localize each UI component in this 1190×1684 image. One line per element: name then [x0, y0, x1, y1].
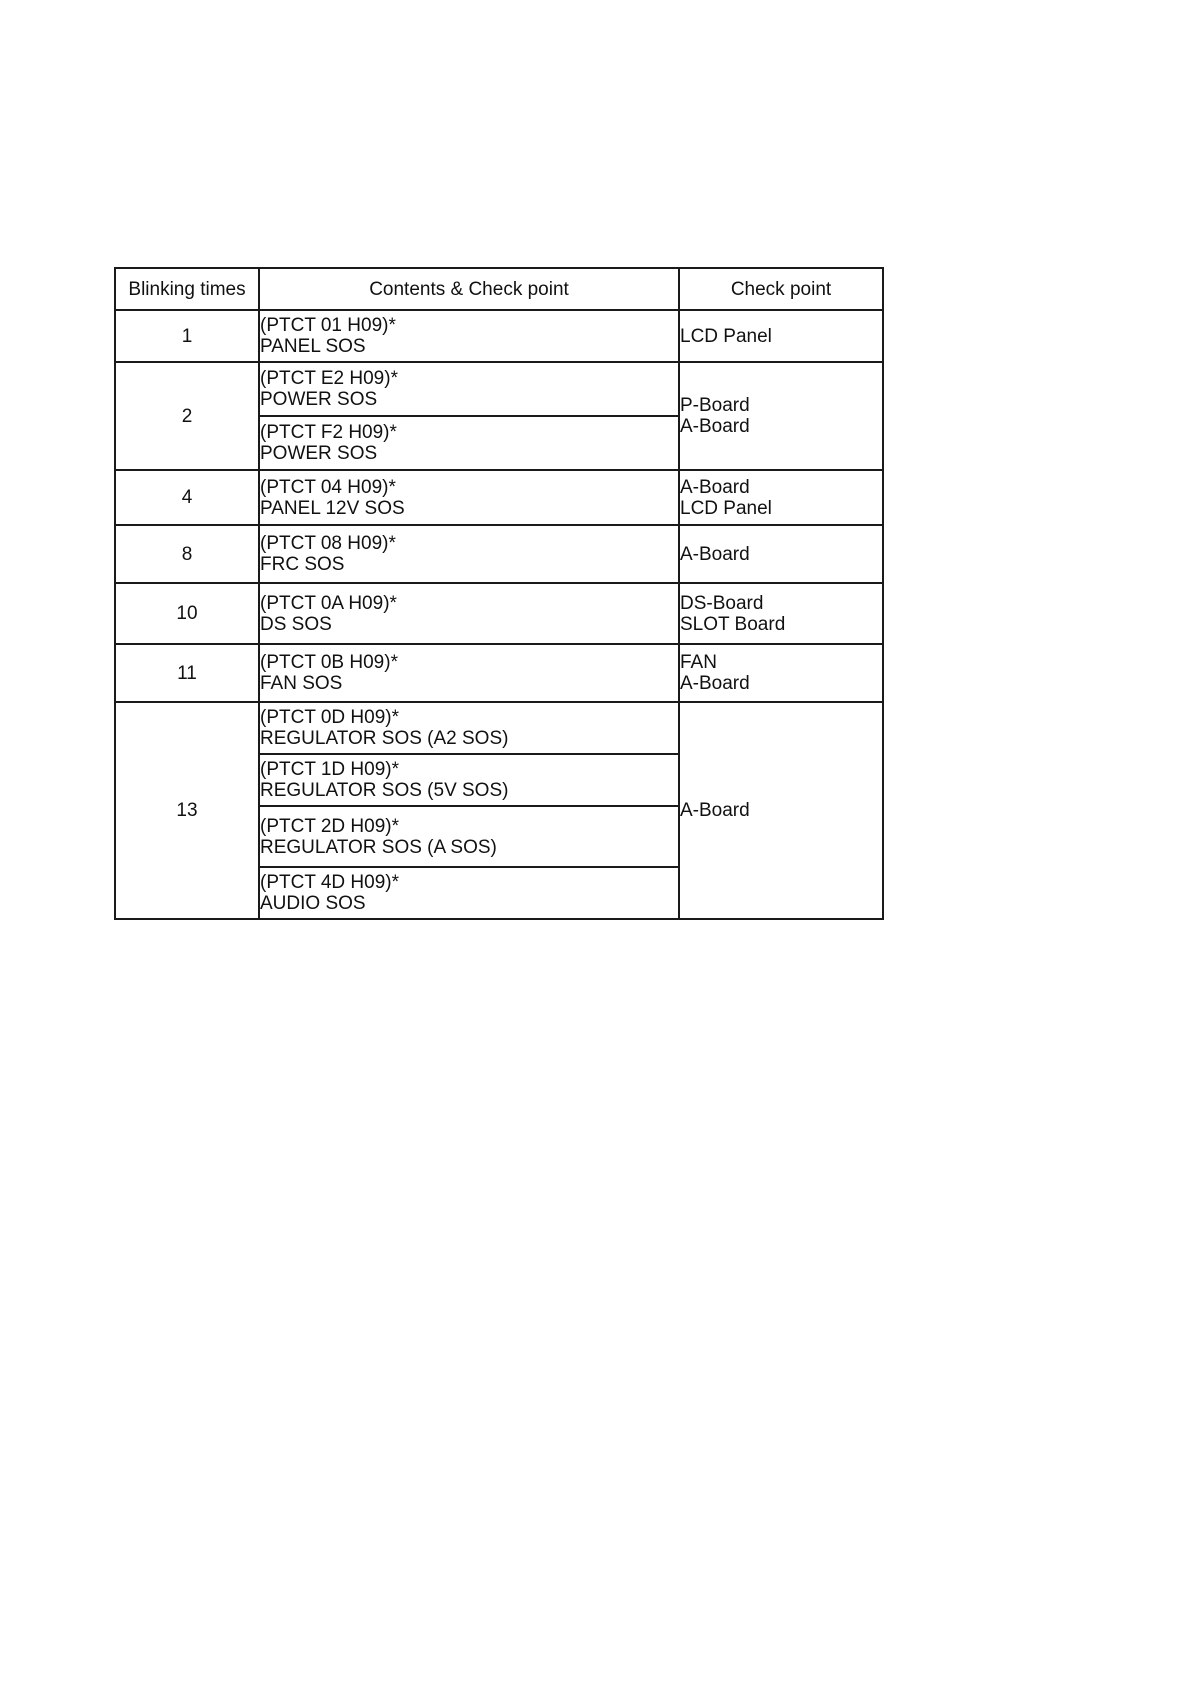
- sos-label: FAN SOS: [260, 673, 343, 694]
- check-point-item: A-Board: [680, 673, 750, 694]
- contents-cell: [259, 702, 679, 754]
- check-point-item: LCD Panel: [680, 497, 772, 519]
- sos-label: REGULATOR SOS (A SOS): [260, 836, 497, 858]
- sos-label: REGULATOR SOS (A2 SOS): [260, 728, 509, 749]
- sos-label: REGULATOR SOS (5V SOS): [260, 780, 509, 801]
- check-point-item: P-Board: [680, 395, 750, 416]
- check-point-item: A-Board: [680, 416, 750, 437]
- table-header: [115, 268, 883, 310]
- blinking-times-cell: 1: [115, 310, 259, 362]
- check-point-item: DS-Board: [680, 592, 764, 614]
- sos-label: POWER SOS: [260, 443, 378, 464]
- check-point-cell: [679, 362, 883, 470]
- check-point-cell: [679, 702, 883, 919]
- header-contents-check-point: Contents & Check point: [259, 268, 679, 310]
- ptct-code: (PTCT 1D H09)*: [260, 759, 400, 780]
- check-point-item: A-Board: [680, 543, 750, 565]
- ptct-code: (PTCT 2D H09)*: [260, 815, 400, 837]
- sos-label: FRC SOS: [260, 554, 345, 575]
- ptct-code: (PTCT 08 H09)*: [260, 533, 396, 554]
- table-row: [115, 470, 883, 525]
- header-check-point: Check point: [679, 268, 883, 310]
- check-point-item: A-Board: [680, 800, 750, 821]
- check-point-item: FAN: [680, 652, 717, 673]
- ptct-code: (PTCT 4D H09)*: [260, 872, 400, 893]
- table-row: [115, 310, 883, 362]
- sos-label: AUDIO SOS: [260, 893, 366, 914]
- table-row: [115, 702, 883, 754]
- ptct-code: (PTCT 0A H09)*: [260, 592, 397, 614]
- contents-cell: [259, 310, 679, 362]
- ptct-code: (PTCT 0D H09)*: [260, 707, 400, 728]
- blinking-times-cell: 10: [115, 583, 259, 644]
- table-row: [115, 644, 883, 702]
- blinking-times-cell: 11: [115, 644, 259, 702]
- ptct-code: (PTCT E2 H09)*: [260, 368, 398, 389]
- ptct-code: (PTCT 0B H09)*: [260, 652, 398, 673]
- sos-label: PANEL SOS: [260, 336, 366, 357]
- table-row: [115, 362, 883, 416]
- table-body: [115, 310, 883, 919]
- contents-cell: [259, 525, 679, 583]
- contents-cell: [259, 416, 679, 470]
- sos-label: POWER SOS: [260, 389, 378, 410]
- check-point-item: SLOT Board: [680, 613, 786, 635]
- contents-cell: [259, 362, 679, 416]
- ptct-code: (PTCT 01 H09)*: [260, 315, 396, 336]
- ptct-code: (PTCT F2 H09)*: [260, 422, 397, 443]
- check-point-cell: [679, 525, 883, 583]
- header-row: [115, 268, 883, 310]
- blinking-times-table: [114, 267, 884, 920]
- contents-cell: [259, 806, 679, 867]
- contents-cell: [259, 583, 679, 644]
- table-row: [115, 525, 883, 583]
- check-point-cell: [679, 583, 883, 644]
- blinking-times-cell: 2: [115, 362, 259, 470]
- ptct-code: (PTCT 04 H09)*: [260, 476, 396, 498]
- blinking-times-cell: 13: [115, 702, 259, 919]
- check-point-cell: [679, 310, 883, 362]
- contents-cell: [259, 470, 679, 525]
- check-point-item: LCD Panel: [680, 325, 772, 347]
- table-row: [115, 583, 883, 644]
- sos-label: DS SOS: [260, 613, 332, 635]
- check-point-cell: [679, 470, 883, 525]
- sos-label: PANEL 12V SOS: [260, 497, 405, 519]
- contents-cell: [259, 644, 679, 702]
- blinking-times-cell: 8: [115, 525, 259, 583]
- check-point-item: A-Board: [680, 476, 750, 498]
- header-blinking-times: Blinking times: [115, 268, 259, 310]
- contents-cell: [259, 754, 679, 806]
- blinking-times-cell: 4: [115, 470, 259, 525]
- check-point-cell: [679, 644, 883, 702]
- contents-cell: [259, 867, 679, 919]
